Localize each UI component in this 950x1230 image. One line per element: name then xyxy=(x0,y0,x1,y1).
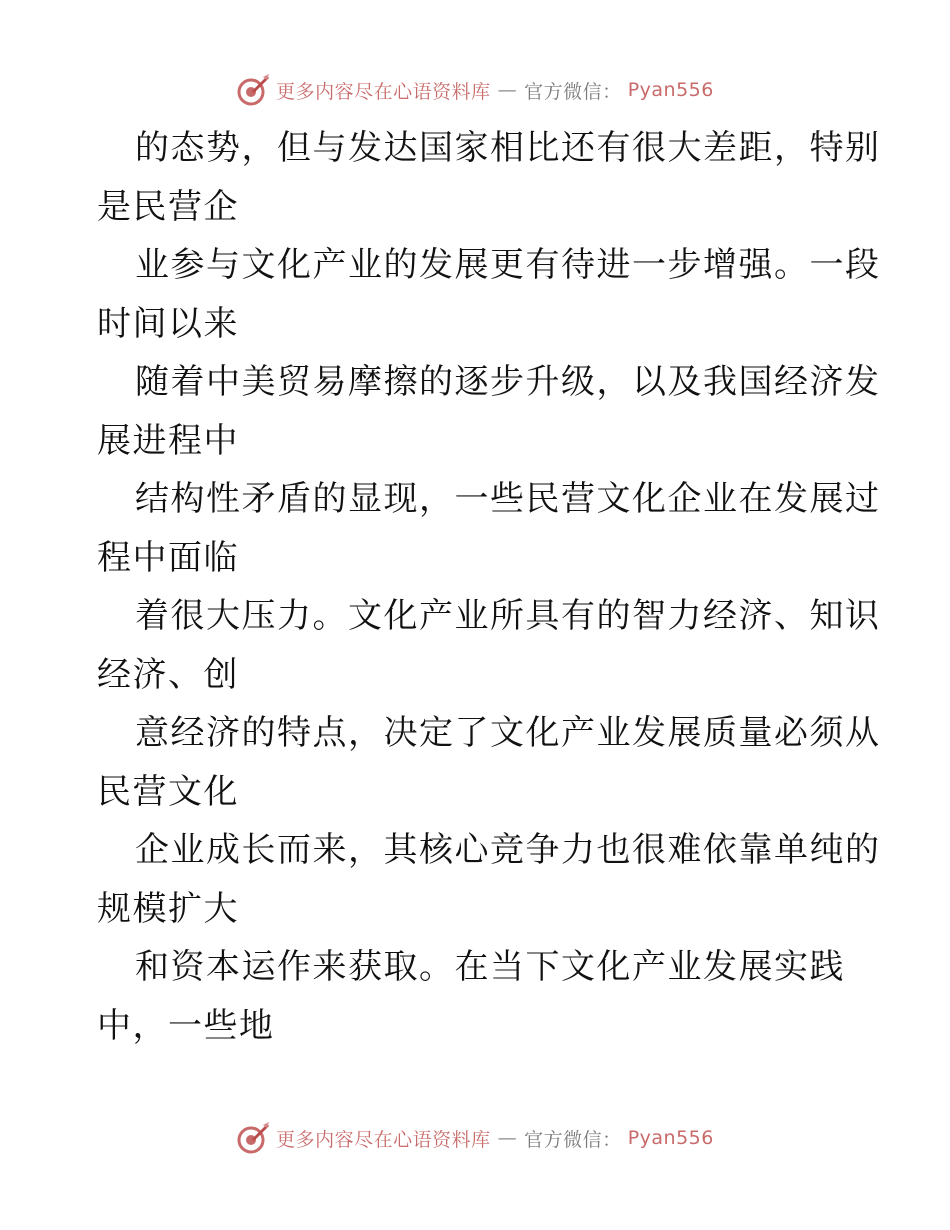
footer-watermark xyxy=(0,1118,950,1158)
body-line: 业参与文化产业的发展更有待进一步增强。一段 xyxy=(135,245,881,285)
body-line: 展进程中 xyxy=(97,420,239,461)
body-line: 企业成长而来，其核心竞争力也很难依靠单纯的 xyxy=(135,830,881,870)
watermark-wechat-label: 官方微信： xyxy=(524,1128,622,1151)
watermark-account: Pyan556 xyxy=(627,1127,714,1149)
document-body xyxy=(97,119,881,1055)
watermark-brand-text: 更多内容尽在心语资料库 xyxy=(276,80,491,103)
watermark-brand-text: 更多内容尽在心语资料库 xyxy=(276,1128,491,1151)
body-line: 时间以来 xyxy=(97,303,239,344)
body-line: 程中面临 xyxy=(97,537,239,578)
watermark-wechat-label: 官方微信： xyxy=(524,80,622,103)
body-line: 规模扩大 xyxy=(97,888,239,929)
body-line: 着很大压力。文化产业所具有的智力经济、知识 xyxy=(135,596,881,636)
body-line: 民营文化 xyxy=(97,771,239,812)
body-line: 的态势，但与发达国家相比还有很大差距，特别 xyxy=(135,128,881,168)
body-line: 意经济的特点，决定了文化产业发展质量必须从 xyxy=(135,713,881,753)
body-line: 中，一些地 xyxy=(97,1005,275,1046)
body-line: 结构性矛盾的显现，一些民营文化企业在发展过 xyxy=(135,479,881,519)
body-line: 和资本运作来获取。在当下文化产业发展实践 xyxy=(135,947,845,987)
body-line: 是民营企 xyxy=(97,186,239,227)
body-line: 随着中美贸易摩擦的逐步升级，以及我国经济发 xyxy=(135,362,881,402)
body-line: 经济、创 xyxy=(97,654,239,695)
watermark-account: Pyan556 xyxy=(627,79,714,101)
header-watermark xyxy=(0,70,950,110)
quill-pen-icon xyxy=(236,73,270,107)
watermark-dash: — xyxy=(497,1127,518,1149)
watermark-dash: — xyxy=(497,79,518,101)
quill-pen-icon xyxy=(236,1121,270,1155)
